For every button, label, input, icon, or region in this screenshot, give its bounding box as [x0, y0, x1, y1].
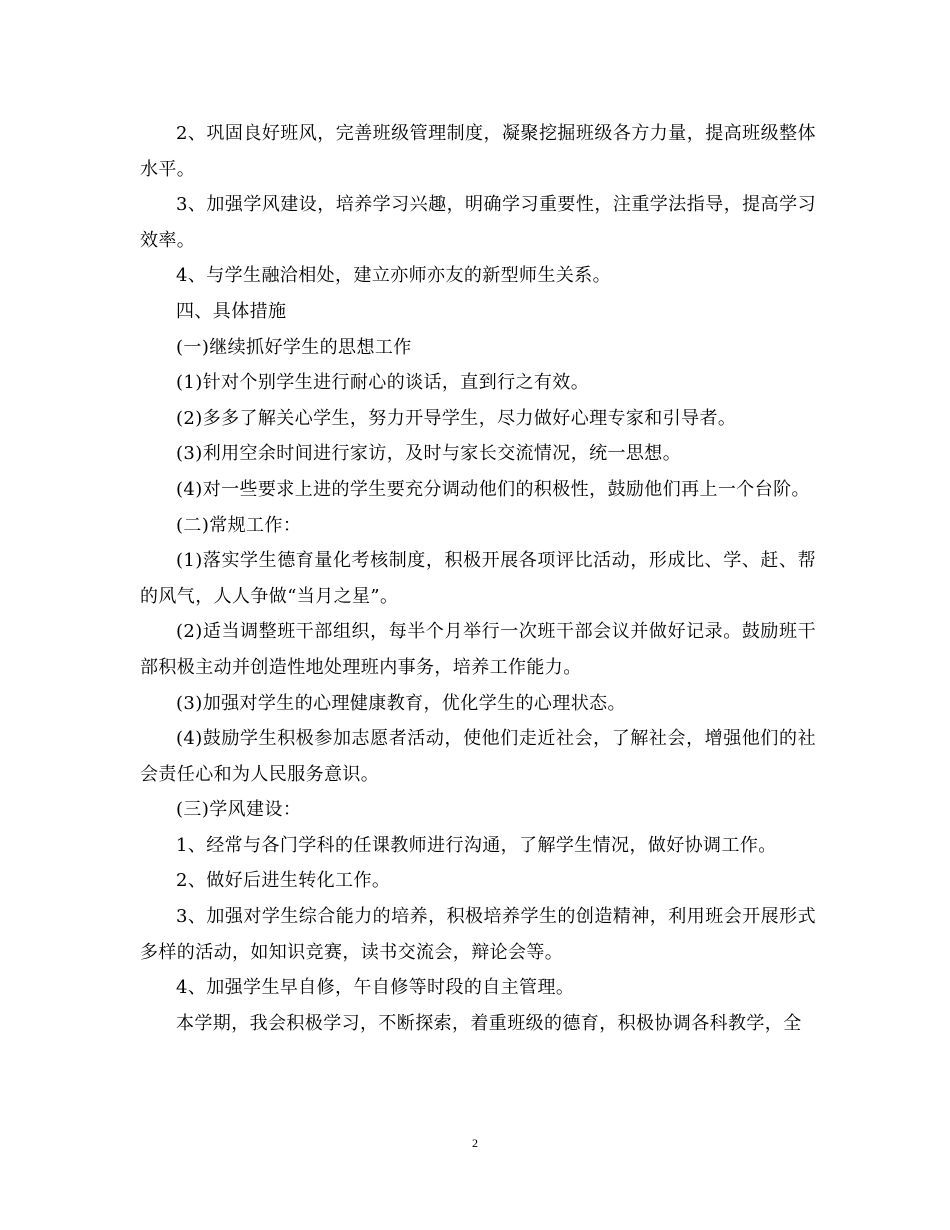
paragraph: 3、加强学风建设，培养学习兴趣，明确学习重要性，注重学法指导，提高学习效率。 — [140, 194, 816, 251]
subsection-heading: (二)常规工作： — [176, 514, 302, 536]
paragraph: (2)多多了解关心学生，努力开导学生，尽力做好心理专家和引导者。 — [176, 407, 737, 429]
subsection-heading: (一)继续抓好学生的思想工作 — [176, 336, 412, 358]
paragraph: 2、做好后进生转化工作。 — [176, 870, 391, 892]
document-body — [140, 116, 816, 1041]
section-heading: 四、具体措施 — [176, 300, 287, 322]
paragraph: (1)落实学生德育量化考核制度，积极开展各项评比活动，形成比、学、赶、帮的风气，人人争做“当月之星”。 — [140, 550, 816, 607]
paragraph: 4、与学生融洽相处，建立亦师亦友的新型师生关系。 — [176, 265, 612, 287]
paragraph: 1、经常与各门学科的任课教师进行沟通，了解学生情况，做好协调工作。 — [176, 834, 777, 856]
page-number: 2 — [472, 1136, 478, 1150]
paragraph: (3)加强对学生的心理健康教育，优化学生的心理状态。 — [176, 692, 626, 714]
paragraph: 2、巩固良好班风，完善班级管理制度，凝聚挖掘班级各方力量，提高班级整体水平。 — [140, 123, 816, 180]
paragraph: 3、加强对学生综合能力的培养，积极培养学生的创造精神，利用班会开展形式多样的活动，如知识竞赛，读书交流会，辩论会等。 — [140, 906, 816, 963]
paragraph: 4、加强学生早自修，午自修等时段的自主管理。 — [176, 977, 575, 999]
paragraph: (4)鼓励学生积极参加志愿者活动，使他们走近社会，了解社会，增强他们的社会责任心和为人民服务意识。 — [140, 728, 816, 785]
paragraph: (4)对一些要求上进的学生要充分调动他们的积极性，鼓励他们再上一个台阶。 — [176, 478, 810, 500]
paragraph: 本学期，我会积极学习，不断探索，着重班级的德育，积极协调各科教学，全 — [176, 1012, 802, 1034]
subsection-heading: (三)学风建设： — [176, 799, 302, 821]
paragraph: (2)适当调整班干部组织，每半个月举行一次班干部会议并做好记录。鼓励班干部积极主动并创造性地处理班内事务，培养工作能力。 — [140, 621, 816, 678]
paragraph: (1)针对个别学生进行耐心的谈话，直到行之有效。 — [176, 372, 590, 394]
paragraph: (3)利用空余时间进行家访，及时与家长交流情况，统一思想。 — [176, 443, 682, 465]
